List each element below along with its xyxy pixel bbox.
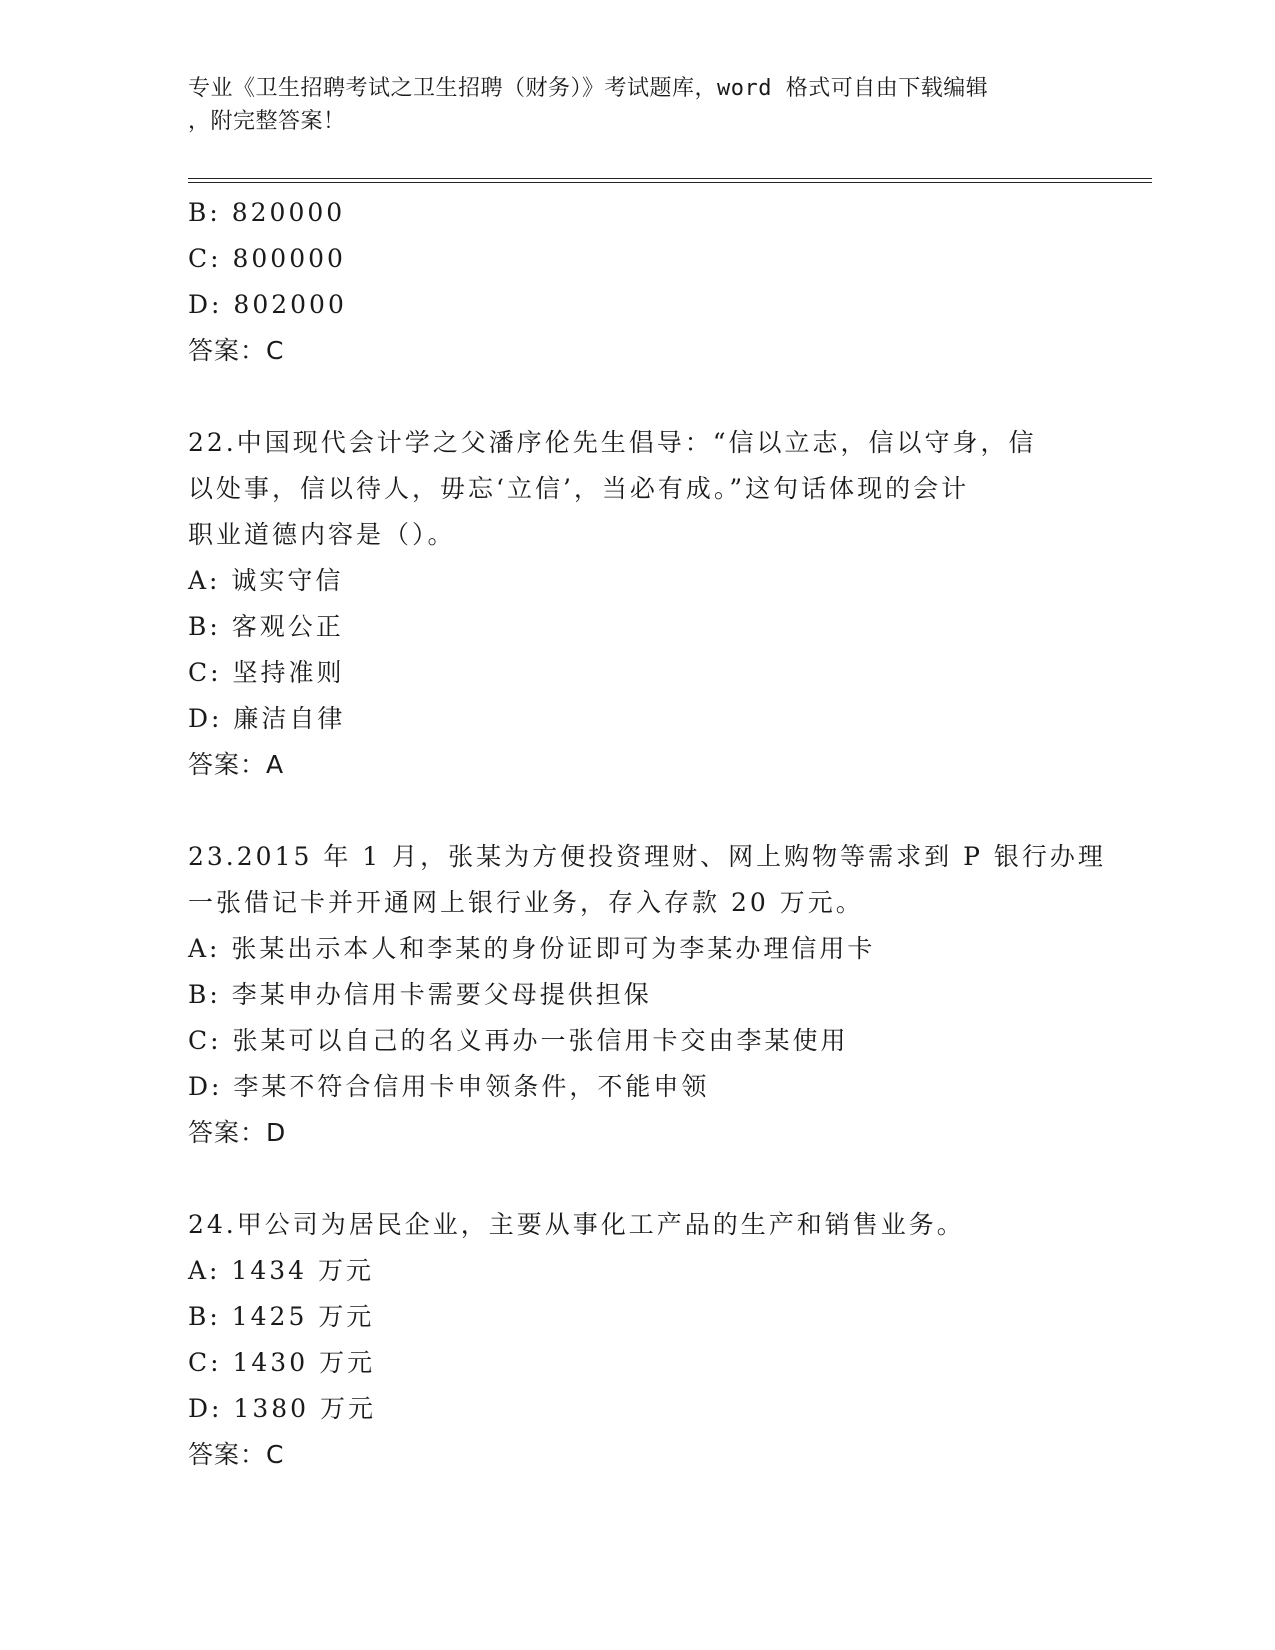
option-d: D: 1380 万元: [188, 1394, 376, 1423]
header-line-1: 专业《卫生招聘考试之卫生招聘（财务）》考试题库，word 格式可自由下载编辑: [188, 76, 989, 101]
option-d: D: 李某不符合信用卡申领条件，不能申领: [188, 1072, 710, 1101]
question-content: [188, 190, 1106, 1478]
question-23: [188, 834, 1106, 1156]
document-header: [188, 72, 1088, 138]
option-b: B: 820000: [188, 198, 346, 227]
option-d: D: 廉洁自律: [188, 704, 346, 733]
option-c: C: 坚持准则: [188, 658, 345, 687]
header-line-2: ，附完整答案！: [188, 109, 346, 134]
option-c: C: 张某可以自己的名义再办一张信用卡交由李某使用: [188, 1026, 849, 1055]
question-stem-line: 一张借记卡并开通网上银行业务，存入存款 20 万元。: [188, 888, 864, 917]
spacer: [188, 374, 1088, 420]
spacer: [188, 788, 1088, 834]
option-a: A: 诚实守信: [188, 566, 344, 595]
option-a: A: 1434 万元: [188, 1256, 374, 1285]
spacer: [188, 1156, 1088, 1202]
question-stem-line: 职业道德内容是（）。: [188, 520, 456, 549]
header-divider-top: [188, 178, 1152, 179]
option-b: B: 客观公正: [188, 612, 344, 641]
question-stem-line: 22.中国现代会计学之父潘序伦先生倡导：“信以立志，信以守身，信: [188, 428, 1037, 457]
question-22: [188, 420, 1088, 788]
option-b: B: 李某申办信用卡需要父母提供担保: [188, 980, 652, 1009]
continued-question: [188, 190, 1088, 374]
answer-line: 答案：C: [188, 336, 285, 365]
header-divider-bottom: [188, 182, 1152, 183]
answer-line: 答案：D: [188, 1118, 287, 1147]
option-c: C: 1430 万元: [188, 1348, 376, 1377]
question-stem-line: 23.2015 年 1 月，张某为方便投资理财、网上购物等需求到 P 银行办理: [188, 842, 1106, 871]
option-a: A: 张某出示本人和李某的身份证即可为李某办理信用卡: [188, 934, 876, 963]
answer-line: 答案：A: [188, 750, 285, 779]
question-stem-line: 以处事，信以待人，毋忘‘立信’，当必有成。”这句话体现的会计: [188, 474, 970, 503]
question-stem-line: 24.甲公司为居民企业，主要从事化工产品的生产和销售业务。: [188, 1210, 965, 1239]
option-c: C: 800000: [188, 244, 346, 273]
answer-line: 答案：C: [188, 1440, 285, 1469]
option-d: D: 802000: [188, 290, 347, 319]
option-b: B: 1425 万元: [188, 1302, 375, 1331]
question-24: [188, 1202, 1088, 1478]
